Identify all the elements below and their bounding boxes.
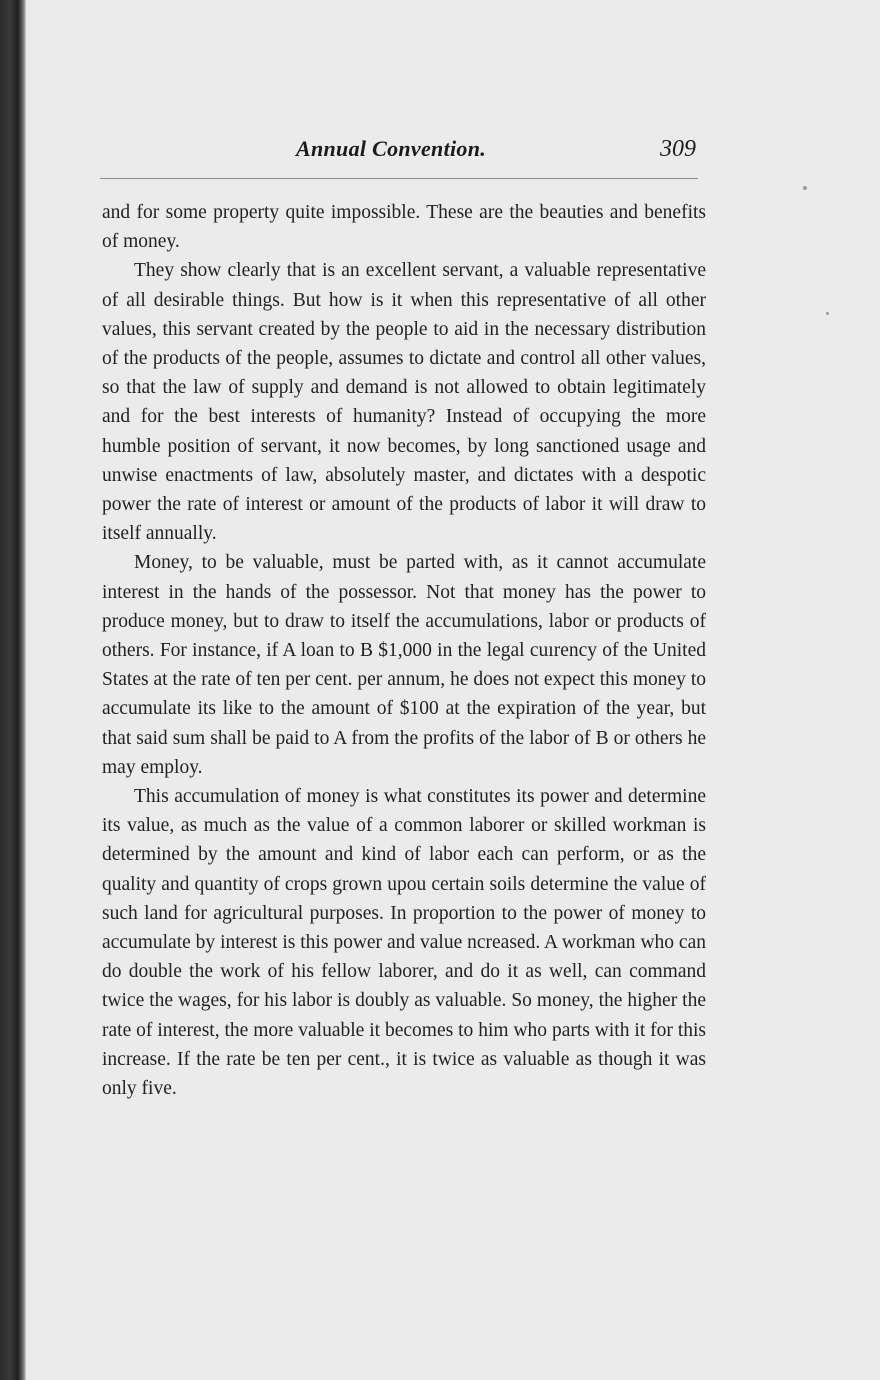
book-binding-edge	[0, 0, 26, 1380]
running-head	[100, 136, 700, 170]
header-rule	[100, 178, 698, 179]
paragraph-1: and for some property quite impossible. These are the beauties and benefits of money.	[102, 202, 706, 253]
paper-speck	[803, 186, 807, 190]
paper-speck	[826, 312, 829, 315]
running-title: Annual Convention.	[296, 136, 487, 161]
paragraph-2: They show clearly that is an excellent servant, a valuable representative of all desirable things. But how is it when this representative of all other values, this servant created by the people to aid in the necessary distribution of the products of the people, assumes to dictate and control all other values, so that the law of supply and demand is not allowed to obtain legitimately and for the best interests of humanity? Instead of occupying the more humble position of servant, it now becomes, by long sanctioned usage and unwise enactments of law, absolutely master, and dictates with a despotic power the rate of interest or amount of the products of labor it will draw to itself annually.	[102, 260, 706, 545]
paragraph-3: Money, to be valuable, must be parted with, as it cannot accumulate interest in the hands of the possessor. Not that money has the power to produce money, but to draw to itself the accumulations, labor or products of others. For instance, if A loan to B $1,000 in the legal cuırency of the United States at the rate of ten per cent. per annum, he does not expect this money to accumulate its like to the amount of $100 at the expiration of the year, but that said sum shall be paid to A from the profits of the labor of B or others he may employ.	[102, 552, 706, 778]
body-text	[102, 198, 706, 1103]
paragraph-4: This accumulation of money is what constitutes its power and determine its value, as much as the value of a common laborer or skilled workman is determined by the amount and kind of labor each can perform, or as the quality and quantity of crops grown upou certain soils determine the value of such land for agricultural purposes. In proportion to the power of money to accumulate by interest is this power and value ncreased. A workman who can do double the work of his fellow laborer, and do it as well, can command twice the wages, for his labor is doubly as valuable. So money, the higher the rate of interest, the more valuable it becomes to him who parts with it for this increase. If the rate be ten per cent., it is twice as valuable as though it was only five.	[102, 786, 706, 1100]
page-number: 309	[660, 136, 696, 162]
